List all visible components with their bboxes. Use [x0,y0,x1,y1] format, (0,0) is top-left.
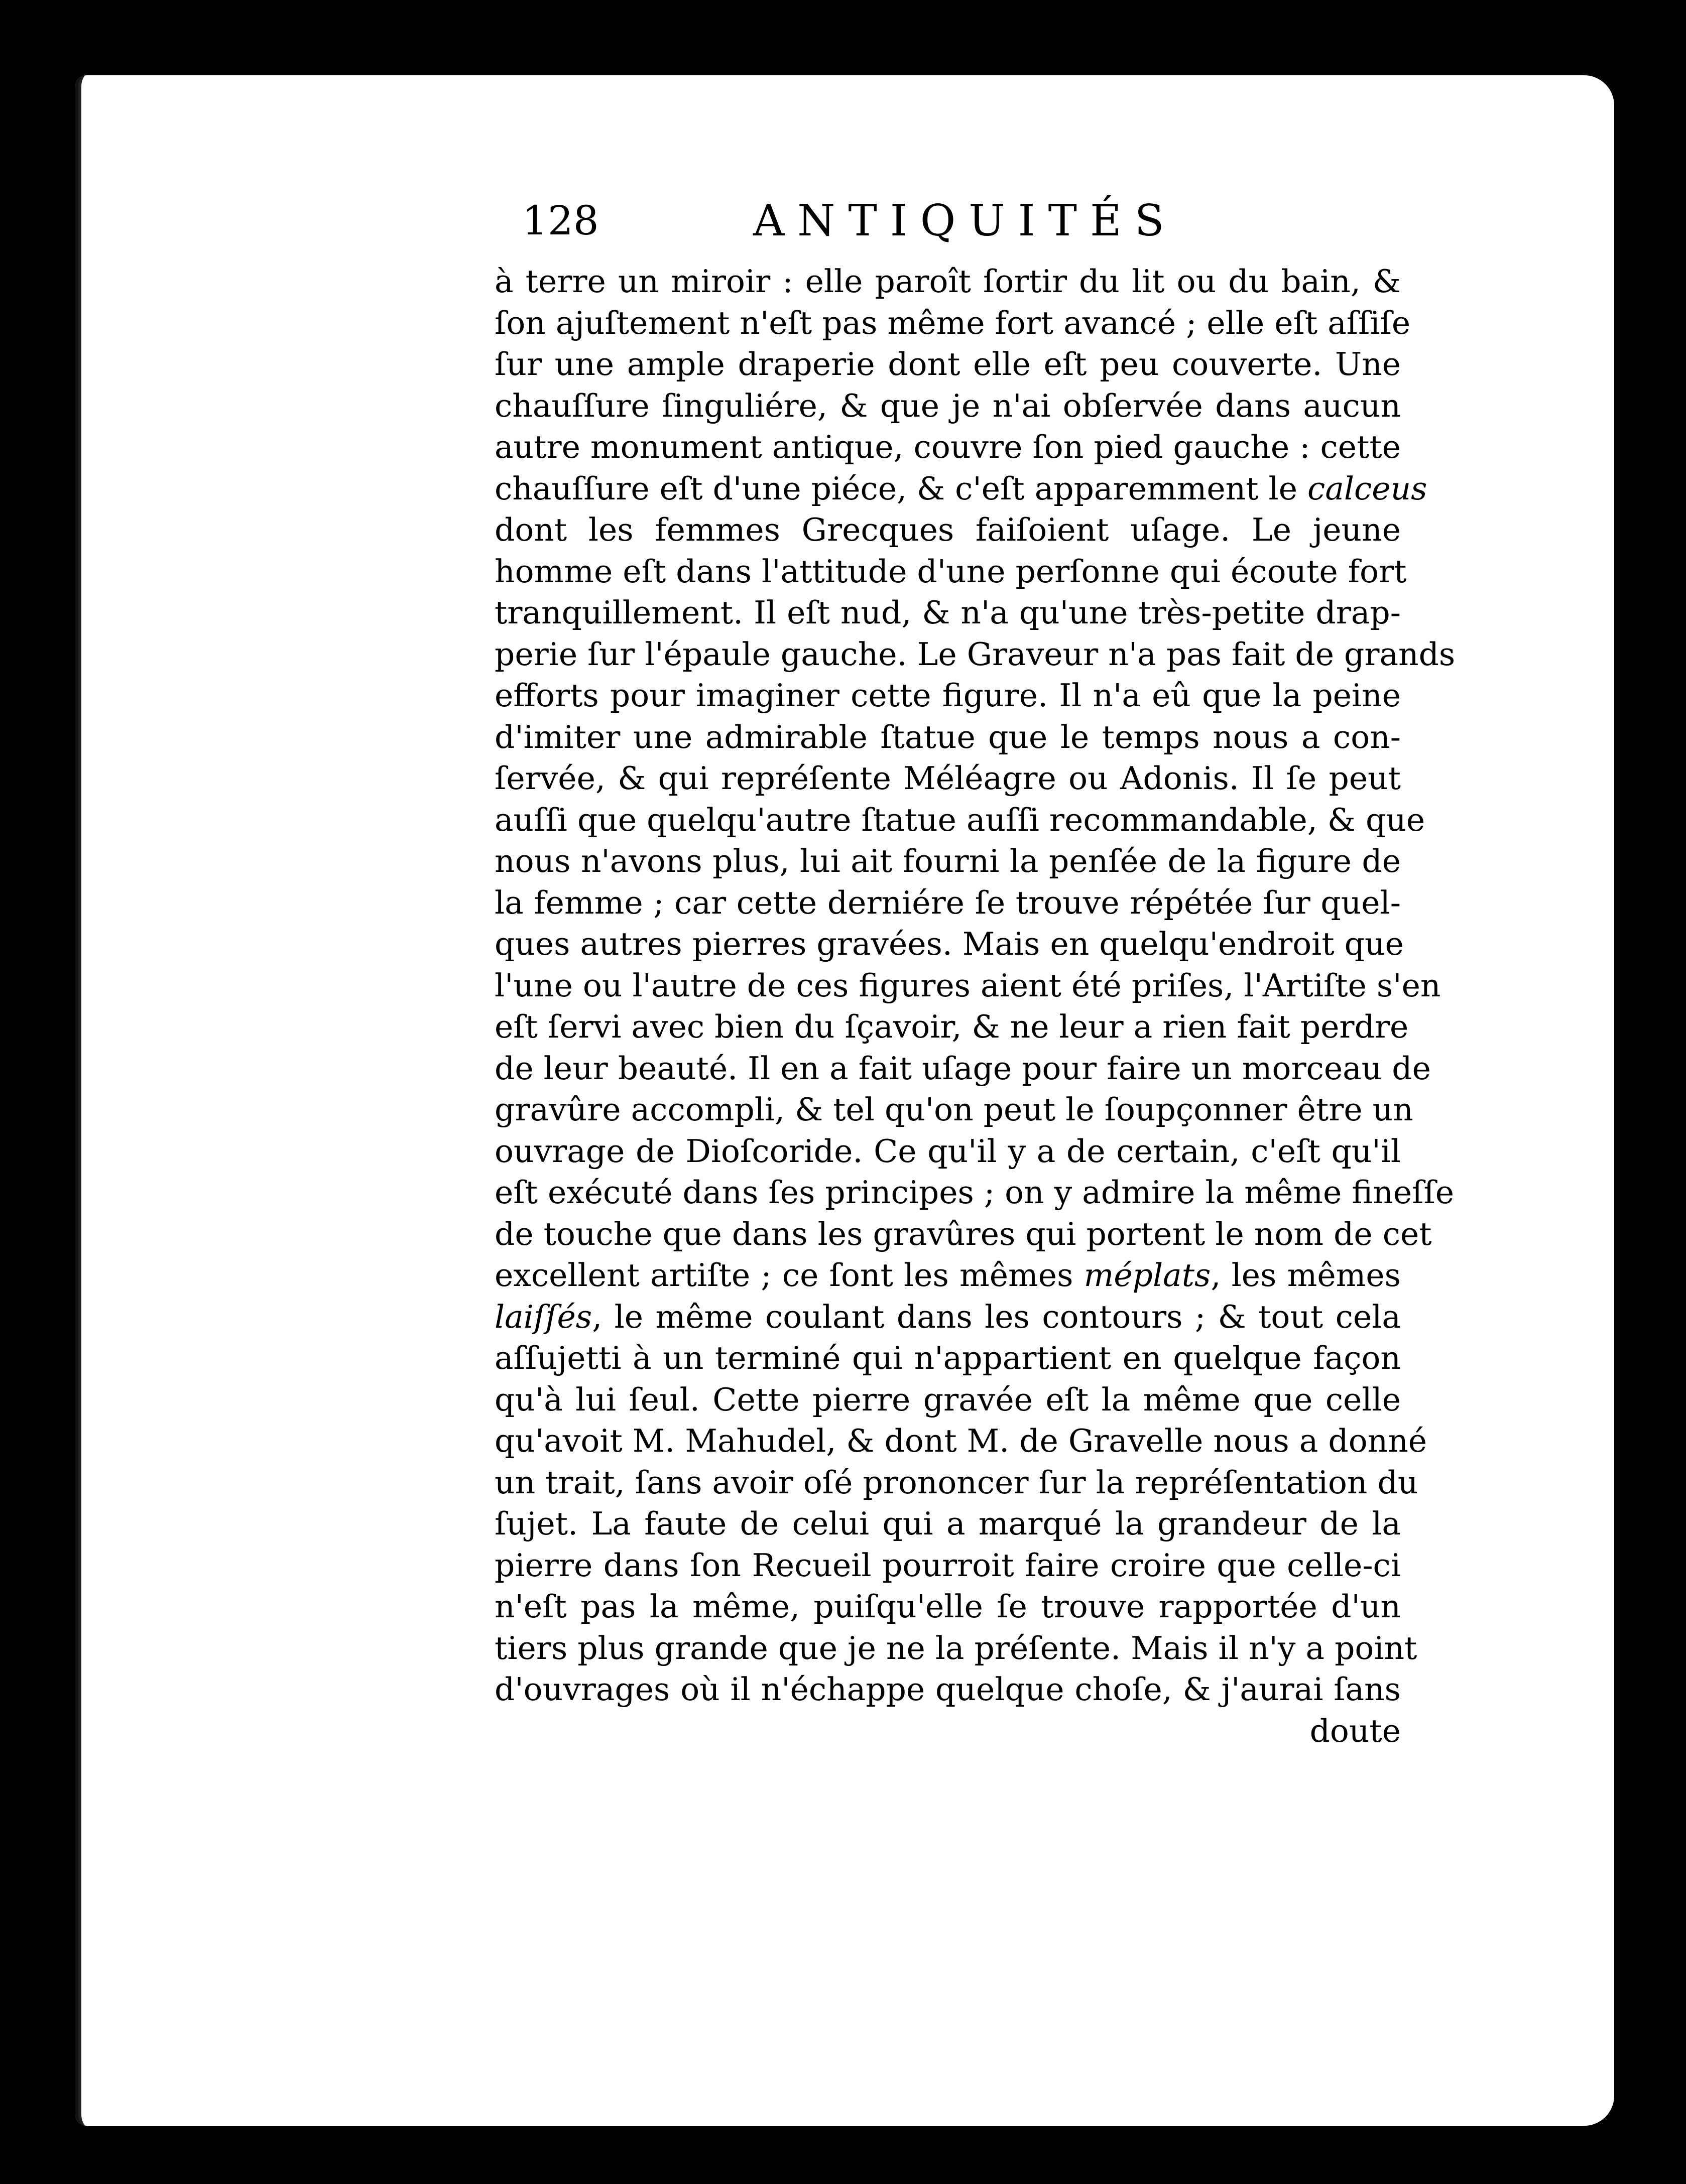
text-line: efforts pour imaginer cette figure. Il n'a eû que la peine [495,677,1401,714]
text-line: dont les femmes Grecques faiſoient uſage. Le jeune [495,511,1401,548]
text-line: tranquillement. Il eſt nud, & n'a qu'une très-petite drap- [495,594,1401,631]
text-line: pierre dans ſon Recueil pourroit faire croire que celle-ci [495,1547,1401,1584]
text-line: ſujet. La faute de celui qui a marqué la grandeur de la [495,1505,1401,1542]
text-line: d'imiter une admirable ſtatue que le temps nous a con- [495,718,1401,755]
text-line: d'ouvrages où il n'échappe quelque choſe, & j'aurai ſans [495,1671,1401,1708]
text-line: la femme ; car cette derniére ſe trouve répétée ſur quel- [495,884,1401,921]
text-line: ſon ajuſtement n'eſt pas même fort avancé ; elle eſt aſſiſe [495,304,1411,341]
body-text [495,261,1456,1752]
page-number: 128 [522,197,599,244]
text-line: l'une ou l'autre de ces figures aient été priſes, l'Artiſte s'en [495,967,1441,1004]
text-line: nous n'avons plus, lui ait fourni la penſée de la figure de [495,843,1401,879]
text-line: eſt ſervi avec bien du ſçavoir, & ne leur a rien fait perdre [495,1008,1409,1045]
italic-term: méplats [1083,1257,1211,1294]
text-line: ques autres pierres gravées. Mais en quelqu'endroit que [495,926,1404,962]
text-line: ſur une ample draperie dont elle eſt peu couverte. Une [495,346,1401,382]
text-line: homme eſt dans l'attitude d'une perſonne qui écoute fort [495,553,1407,590]
text-line: excellent artiſte ; ce ſont les mêmes méplats, les mêmes [495,1257,1401,1294]
running-title: ANTIQUITÉS [753,196,1177,246]
text-line: un trait, ſans avoir oſé prononcer ſur la repréſentation du [495,1464,1418,1501]
text-line: perie ſur l'épaule gauche. Le Graveur n'a pas fait de grands [495,635,1456,673]
text-line: n'eſt pas la même, puiſqu'elle ſe trouve rapportée d'un [495,1588,1401,1625]
text-line: chauſſure ſinguliére, & que je n'ai obſervée dans aucun [495,387,1401,424]
text-line: à terre un miroir : elle paroît ſortir du lit ou du bain, & [495,263,1401,300]
text-line: aſſujetti à un terminé qui n'appartient en quelque façon [495,1340,1401,1376]
catchword: doute [1309,1712,1401,1749]
text-line: laiſſés, le même coulant dans les contours ; & tout cela [495,1298,1401,1335]
text-line: de leur beauté. Il en a fait uſage pour faire un morceau de [495,1050,1431,1087]
text-line: chauſſure eſt d'une piéce, & c'eſt apparemment le calceus [495,470,1427,507]
text-line: ſervée, & qui repréſente Méléagre ou Adonis. Il ſe peut [495,760,1401,797]
page-header [522,183,1401,259]
text-line: auſſi que quelqu'autre ſtatue auſſi recommandable, & que [495,801,1425,838]
page-binding-edge [75,75,139,2126]
text-line: gravûre accompli, & tel qu'on peut le ſoupçonner être un [495,1091,1413,1128]
text-line: de touche que dans les gravûres qui portent le nom de cet [495,1215,1432,1252]
italic-term: calceus [1307,470,1427,507]
text-line: ouvrage de Dioſcoride. Ce qu'il y a de certain, c'eſt qu'il [495,1132,1401,1170]
text-line: autre monument antique, couvre ſon pied gauche : cette [495,429,1401,465]
text-line: tiers plus grande que je ne la préſente. Mais il n'y a point [495,1629,1417,1666]
text-line: qu'à lui ſeul. Cette pierre gravée eſt la même que celle [495,1381,1401,1418]
text-line: eſt exécuté dans ſes principes ; on y admire la même fineſſe [495,1174,1455,1211]
text-line: qu'avoit M. Mahudel, & dont M. de Gravelle nous a donné [495,1423,1427,1459]
italic-term: laiſſés [495,1298,592,1335]
